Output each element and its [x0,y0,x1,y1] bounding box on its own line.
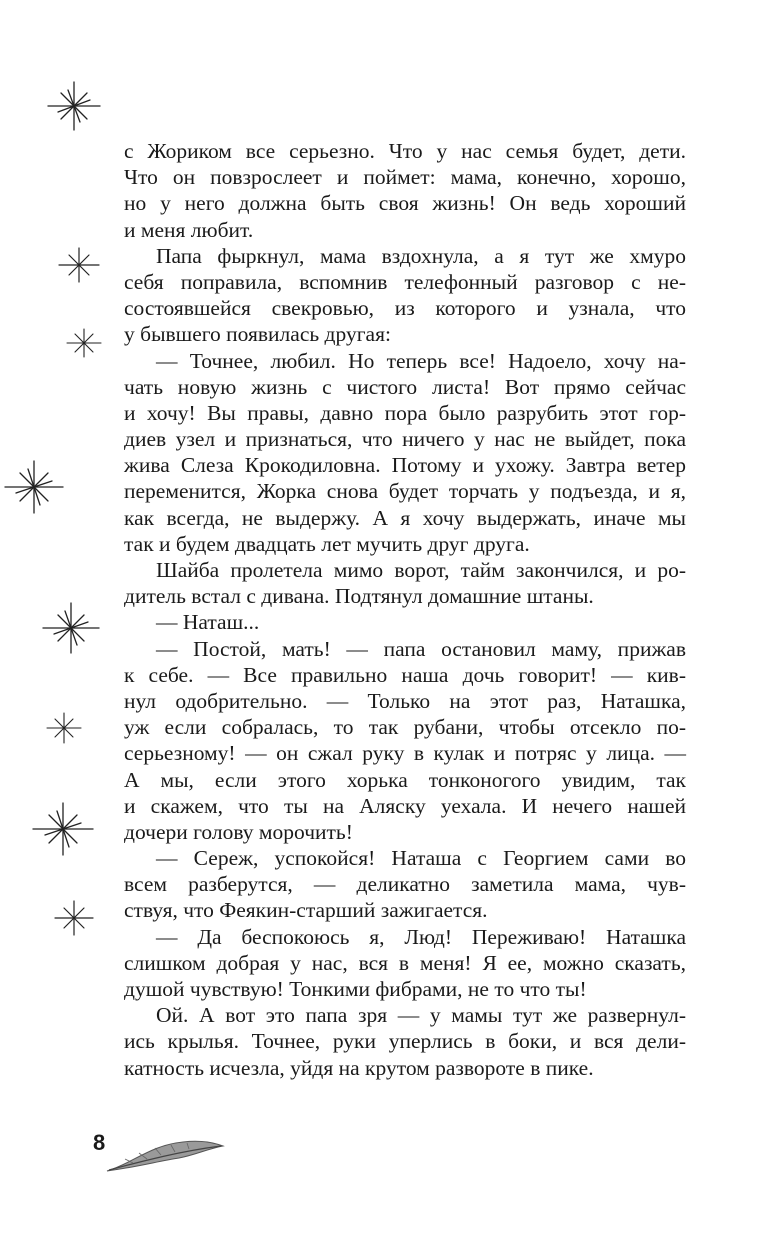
text-line: диев узел и признаться, что ничего у нас не выйдет, пока [124,427,686,452]
text-line: — Да беспокоюсь я, Люд! Переживаю! Наташка [156,924,686,949]
text-line: душой чувствую! Тонкими фибрами, не то что ты! [124,977,587,1001]
text-line: себя поправила, вспомнив телефонный разговор с не- [124,269,686,294]
text-line: чать новую жизнь с чистого листа! Вот прямо сейчас [124,374,686,399]
text-line: жива Слеза Крокодиловна. Потому и ухожу. Завтра ветер [124,453,686,478]
sparkle-star-icon [44,78,104,134]
text-line: серьезному! — он сжал руку в кулак и потряс у лица. — [124,741,686,766]
text-line: А мы, если этого хорька тонконогого увидим, так [124,767,686,792]
sparkle-star-icon [40,600,102,656]
text-line: и скажем, что ты на Аляску уехала. И нечего нашей [124,793,686,818]
text-line: дитель встал с дивана. Подтянул домашние штаны. [124,584,594,609]
sparkle-star-icon [56,245,102,285]
text-line: но у него должна быть своя жизнь! Он ведь хороший [124,191,686,216]
sparkle-star-icon [44,710,84,746]
sparkle-star-icon [52,898,96,938]
text-line: Шайба пролетела мимо ворот, тайм закончился, и ро- [156,558,686,582]
text-line: Папа фыркнул, мама вздохнула, а я тут же хмуро [156,243,686,268]
text-line: как всегда, не выдержу. А я хочу выдержать, иначе мы [124,505,686,530]
text-line: всем разберутся, — деликатно заметила мама, чув- [124,872,686,897]
feather-icon [103,1133,225,1175]
body-text [124,138,686,1081]
text-line: катность исчезла, уйдя на крутом развороте в пике. [124,1055,594,1080]
text-line: и меня любит. [124,217,254,242]
text-line: и хочу! Вы правы, давно пора было разрубить этот гор- [124,400,686,425]
text-line: так и будем двадцать лет мучить друг друга. [124,531,530,556]
text-line: — Сереж, успокойся! Наташа с Георгием сами во [156,846,686,871]
text-line: Ой. А вот это папа зря — у мамы тут же развернул- [156,1003,686,1028]
text-line: состоявшейся свекровью, из которого и узнала, что [124,296,686,321]
text-line: ствуя, что Феякин-старший зажигается. [124,898,488,923]
text-line: к себе. — Все правильно наша дочь говорит! — кив- [124,662,686,687]
text-line: слишком добрая у нас, вся в меня! Я ее, можно сказать, [124,950,686,975]
text-line: — Наташ... [156,610,260,635]
sparkle-star-icon [64,326,104,360]
text-line: уж если собралась, то так рубани, чтобы отсекло по- [124,715,686,740]
page-number: 8 [93,1130,106,1155]
text-line: — Точнее, любил. Но теперь все! Надоело, хочу на- [156,348,686,373]
text-line: переменится, Жорка снова будет торчать у подъезда, и я, [124,479,686,504]
text-line: — Постой, мать! — папа остановил маму, прижав [156,636,686,661]
sparkle-star-icon [2,458,66,516]
text-line: у бывшего появилась другая: [124,322,391,347]
text-line: Что он повзрослеет и поймет: мама, конечно, хорошо, [124,165,686,190]
sparkle-star-icon [30,800,96,858]
text-line: нул одобрительно. — Только на этот раз, Наташка, [124,688,686,713]
text-line: с Жориком все серьезно. Что у нас семья будет, дети. [124,139,686,163]
text-line: дочери голову морочить! [124,819,353,844]
text-line: ись крылья. Точнее, руки уперлись в боки, и вся дели- [124,1029,686,1054]
